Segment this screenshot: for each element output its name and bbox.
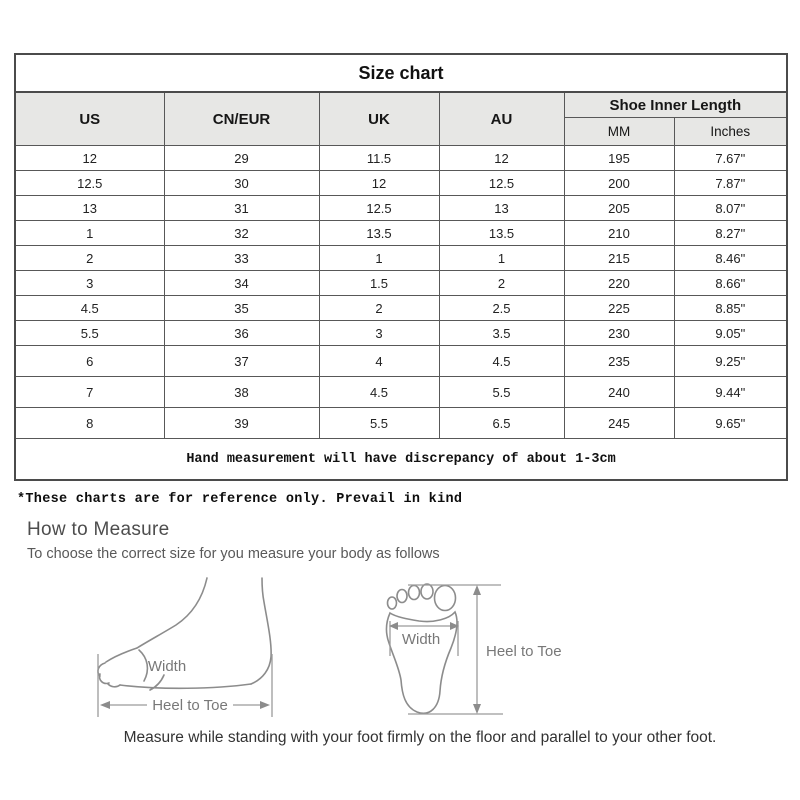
table-cell: 220 bbox=[564, 271, 674, 296]
table-cell: 31 bbox=[164, 196, 319, 221]
measurement-diagrams bbox=[0, 568, 800, 733]
table-cell: 210 bbox=[564, 221, 674, 246]
table-cell: 8.85" bbox=[674, 296, 787, 321]
table-cell: 12.5 bbox=[15, 171, 164, 196]
reference-note: *These charts are for reference only. Prevail in kind bbox=[17, 492, 463, 507]
table-row bbox=[15, 246, 787, 271]
table-cell: 195 bbox=[564, 146, 674, 171]
foot-side-view-diagram bbox=[98, 578, 272, 717]
foot-side-instep-line bbox=[137, 578, 207, 648]
table-cell: 3 bbox=[319, 321, 439, 346]
table-row bbox=[15, 271, 787, 296]
table-title-row bbox=[15, 54, 787, 92]
foot-side-toe-bump-2 bbox=[100, 674, 109, 683]
table-cell: 13.5 bbox=[439, 221, 564, 246]
column-group-header-shoe-inner-length: Shoe Inner Length bbox=[564, 92, 787, 118]
toe-2 bbox=[397, 590, 407, 603]
table-cell: 30 bbox=[164, 171, 319, 196]
table-cell: 1 bbox=[15, 221, 164, 246]
arrowhead-down-icon bbox=[473, 704, 481, 714]
table-row bbox=[15, 346, 787, 377]
arrowhead-up-icon bbox=[473, 585, 481, 595]
how-to-measure-subheading: To choose the correct size for you measure your body as follows bbox=[27, 546, 440, 562]
table-cell: 5.5 bbox=[15, 321, 164, 346]
table-cell: 230 bbox=[564, 321, 674, 346]
how-to-measure-heading: How to Measure bbox=[27, 519, 170, 540]
foot-side-sole-line bbox=[120, 684, 251, 688]
table-row bbox=[15, 408, 787, 439]
table-cell: 9.65" bbox=[674, 408, 787, 439]
size-chart-table bbox=[14, 53, 788, 481]
toe-4 bbox=[421, 584, 433, 599]
table-title: Size chart bbox=[15, 54, 787, 92]
arrowhead-left-icon bbox=[100, 701, 110, 709]
table-cell: 215 bbox=[564, 246, 674, 271]
foot-side-toe-top-line bbox=[106, 648, 137, 662]
table-cell: 7.87" bbox=[674, 171, 787, 196]
table-cell: 8.46" bbox=[674, 246, 787, 271]
table-cell: 5.5 bbox=[319, 408, 439, 439]
table-row bbox=[15, 146, 787, 171]
table-cell: 2 bbox=[439, 271, 564, 296]
table-cell: 39 bbox=[164, 408, 319, 439]
table-cell: 12 bbox=[15, 146, 164, 171]
table-cell: 8 bbox=[15, 408, 164, 439]
table-cell: 2 bbox=[15, 246, 164, 271]
table-cell: 9.44" bbox=[674, 377, 787, 408]
table-row bbox=[15, 196, 787, 221]
table-cell: 35 bbox=[164, 296, 319, 321]
table-cell: 8.07" bbox=[674, 196, 787, 221]
table-cell: 29 bbox=[164, 146, 319, 171]
heel-to-toe-label-sole: Heel to Toe bbox=[486, 643, 562, 660]
table-cell: 5.5 bbox=[439, 377, 564, 408]
table-cell: 235 bbox=[564, 346, 674, 377]
table-cell: 13.5 bbox=[319, 221, 439, 246]
table-cell: 225 bbox=[564, 296, 674, 321]
table-header-row bbox=[15, 92, 787, 118]
arrowhead-right-icon bbox=[260, 701, 270, 709]
foot-side-toe-bump-1 bbox=[98, 663, 105, 676]
column-header-inches: Inches bbox=[674, 118, 787, 146]
column-header-au: AU bbox=[439, 92, 564, 146]
toe-3 bbox=[409, 586, 420, 600]
heel-to-toe-label-side: Heel to Toe bbox=[152, 697, 228, 714]
table-cell: 36 bbox=[164, 321, 319, 346]
column-header-mm: MM bbox=[564, 118, 674, 146]
table-footnote: Hand measurement will have discrepancy of about 1-3cm bbox=[15, 439, 787, 481]
table-row bbox=[15, 296, 787, 321]
table-cell: 12.5 bbox=[319, 196, 439, 221]
foot-side-big-toe-line bbox=[139, 650, 147, 681]
table-cell: 1 bbox=[439, 246, 564, 271]
table-cell: 12 bbox=[439, 146, 564, 171]
table-cell: 11.5 bbox=[319, 146, 439, 171]
table-cell: 1 bbox=[319, 246, 439, 271]
table-cell: 6.5 bbox=[439, 408, 564, 439]
table-cell: 32 bbox=[164, 221, 319, 246]
table-cell: 240 bbox=[564, 377, 674, 408]
table-cell: 38 bbox=[164, 377, 319, 408]
column-header-uk: UK bbox=[319, 92, 439, 146]
table-footnote-row bbox=[15, 439, 787, 481]
table-cell: 245 bbox=[564, 408, 674, 439]
table-cell: 34 bbox=[164, 271, 319, 296]
column-header-us: US bbox=[15, 92, 164, 146]
table-cell: 7.67" bbox=[674, 146, 787, 171]
table-cell: 1.5 bbox=[319, 271, 439, 296]
table-cell: 13 bbox=[15, 196, 164, 221]
size-table-body bbox=[15, 146, 787, 439]
table-cell: 9.25" bbox=[674, 346, 787, 377]
table-cell: 205 bbox=[564, 196, 674, 221]
table-cell: 2 bbox=[319, 296, 439, 321]
foot-sole-view-diagram bbox=[386, 584, 561, 714]
column-header-cn-eur: CN/EUR bbox=[164, 92, 319, 146]
foot-side-toe-bump-3 bbox=[108, 684, 120, 687]
table-cell: 33 bbox=[164, 246, 319, 271]
width-label-side: Width bbox=[147, 658, 187, 675]
toe-1 bbox=[388, 597, 397, 609]
measure-instruction: Measure while standing with your foot firmly on the floor and parallel to your other foot. bbox=[123, 729, 717, 746]
table-cell: 3 bbox=[15, 271, 164, 296]
table-cell: 8.66" bbox=[674, 271, 787, 296]
table-cell: 13 bbox=[439, 196, 564, 221]
width-label-sole: Width bbox=[401, 631, 441, 648]
table-cell: 200 bbox=[564, 171, 674, 196]
table-cell: 4.5 bbox=[439, 346, 564, 377]
table-cell: 2.5 bbox=[439, 296, 564, 321]
table-cell: 4.5 bbox=[15, 296, 164, 321]
table-row bbox=[15, 321, 787, 346]
table-cell: 9.05" bbox=[674, 321, 787, 346]
table-row bbox=[15, 377, 787, 408]
table-cell: 4 bbox=[319, 346, 439, 377]
table-cell: 6 bbox=[15, 346, 164, 377]
table-cell: 7 bbox=[15, 377, 164, 408]
table-cell: 8.27" bbox=[674, 221, 787, 246]
table-row bbox=[15, 221, 787, 246]
big-toe bbox=[435, 586, 456, 611]
table-cell: 37 bbox=[164, 346, 319, 377]
foot-side-heel-line bbox=[251, 578, 271, 684]
table-cell: 4.5 bbox=[319, 377, 439, 408]
table-cell: 12.5 bbox=[439, 171, 564, 196]
table-cell: 12 bbox=[319, 171, 439, 196]
table-cell: 3.5 bbox=[439, 321, 564, 346]
table-row bbox=[15, 171, 787, 196]
